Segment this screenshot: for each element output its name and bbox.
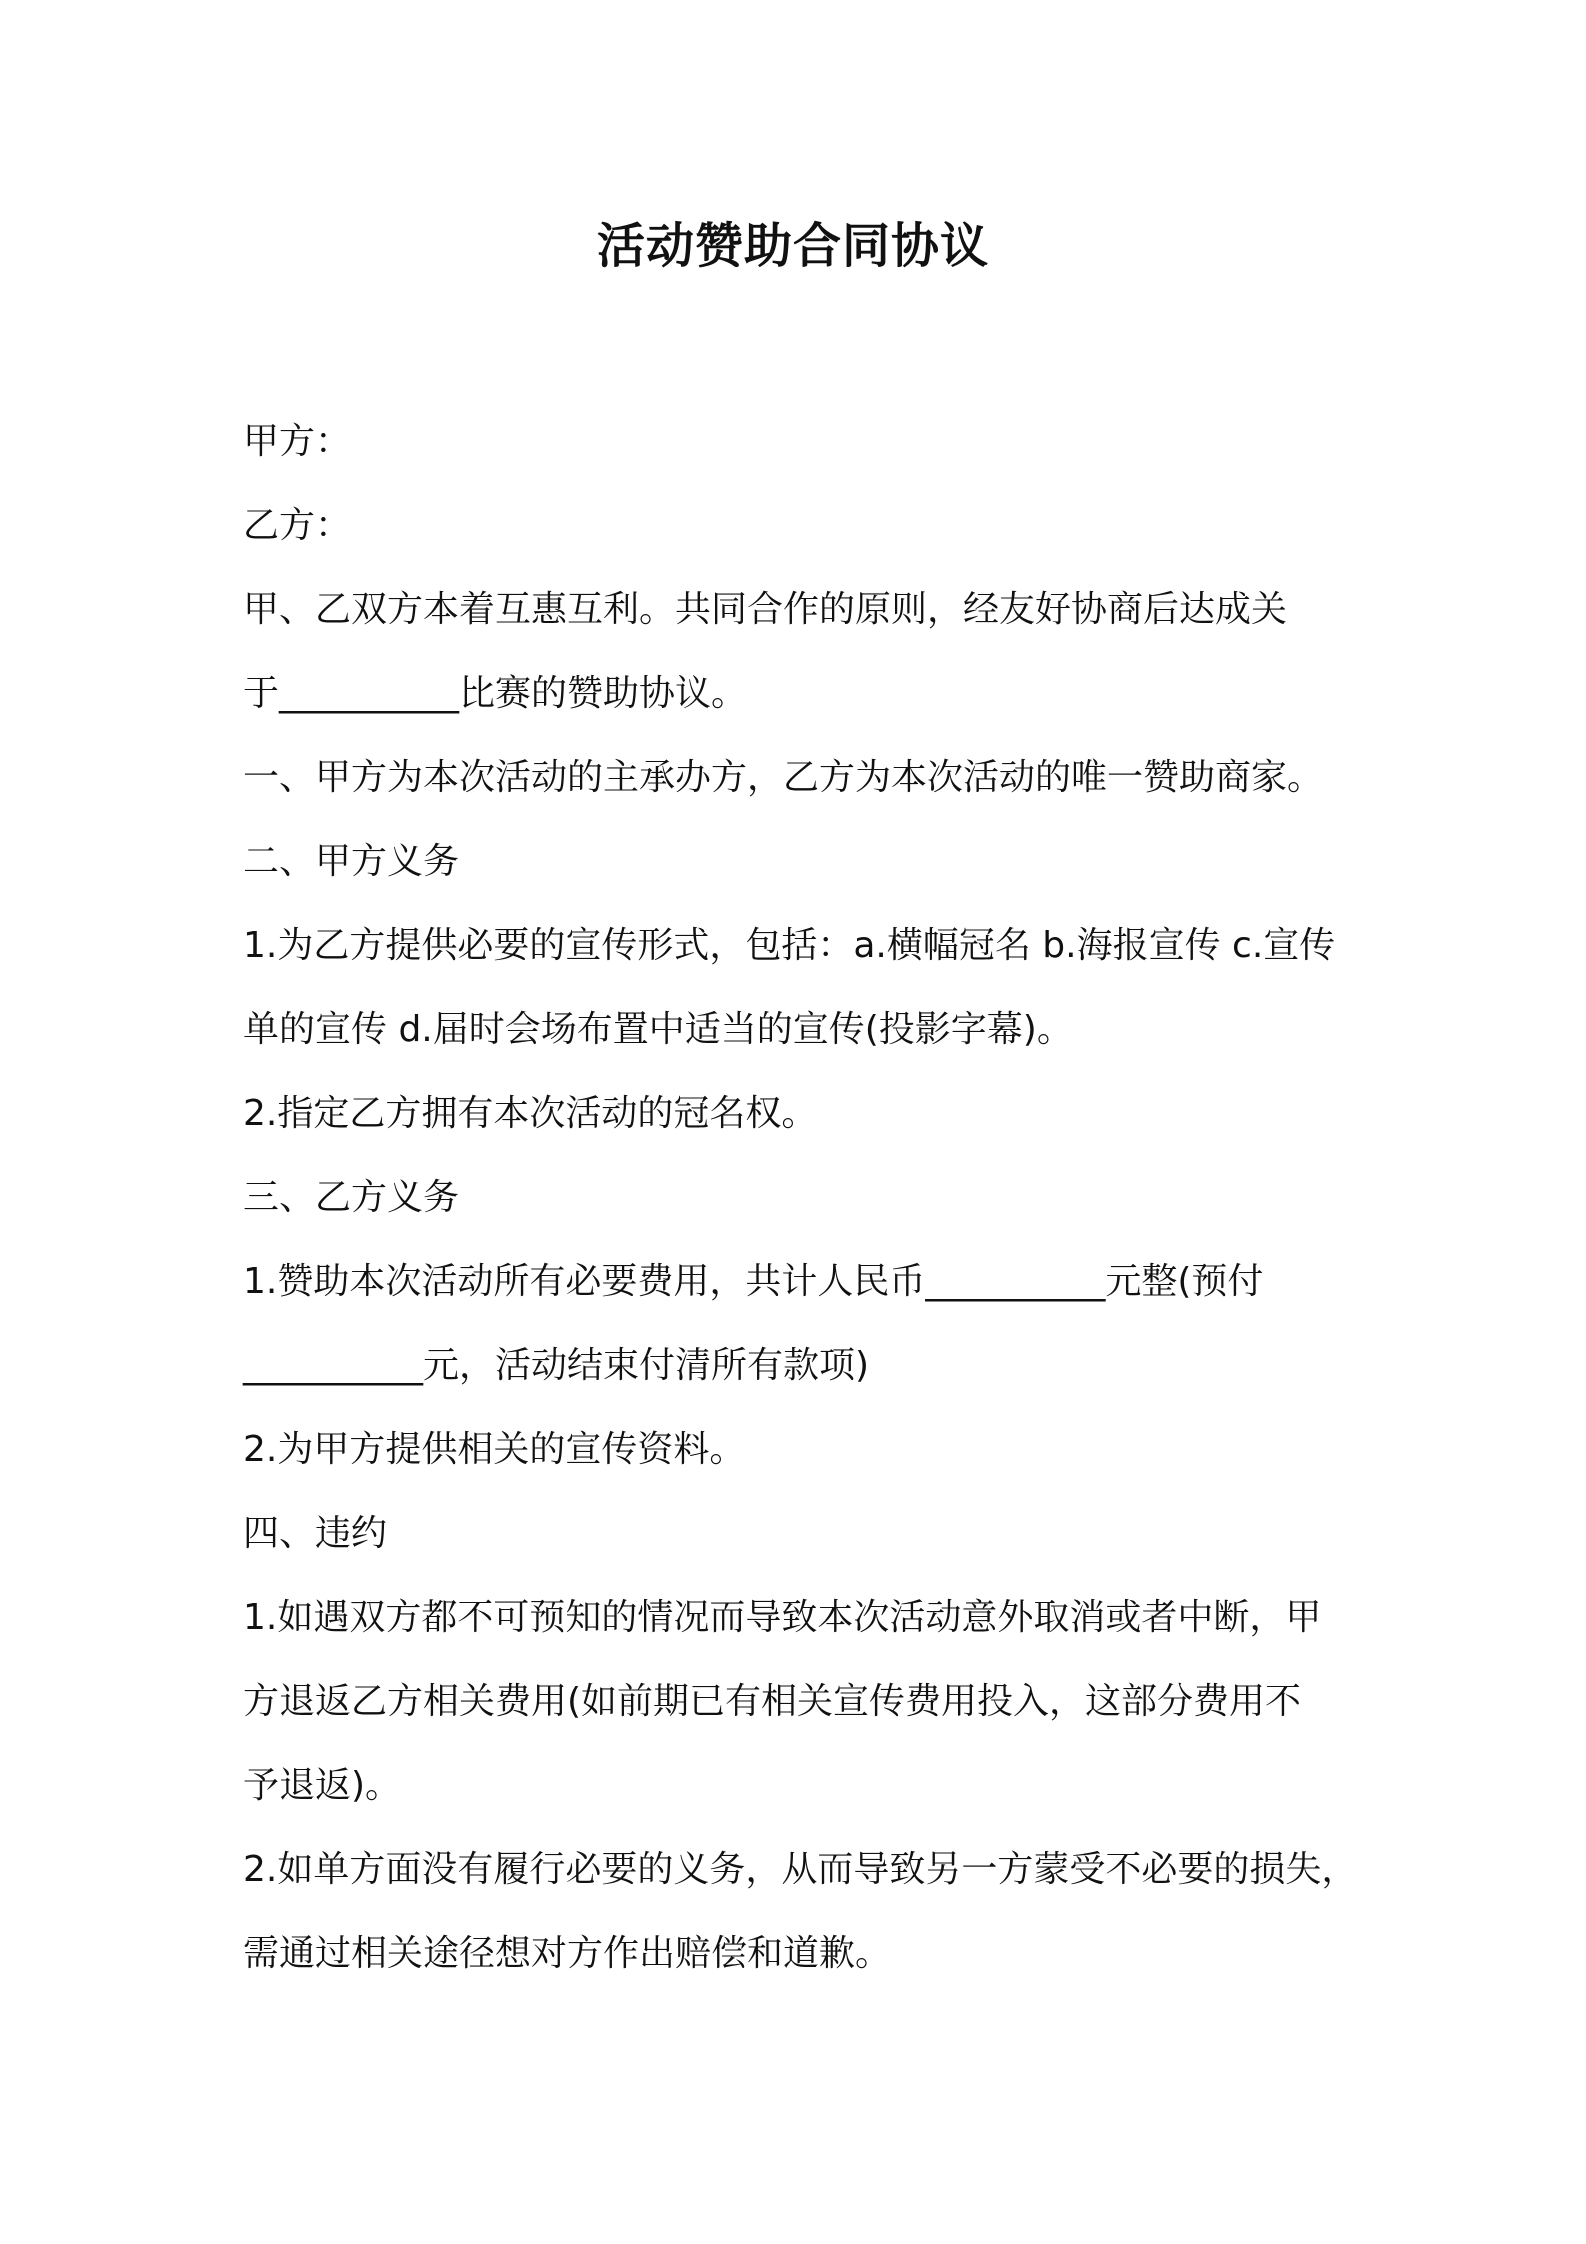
preamble-line-1: 甲、乙双方本着互惠互利。共同合作的原则，经友好协商后达成关 [243,589,1288,630]
party-a-line: 甲方： [243,421,352,462]
breach-clause-2-line-2: 需通过相关途径想对方作出赔偿和道歉。 [243,1933,892,1974]
breach-clause-1-line-2: 方退返乙方相关费用(如前期已有相关宣传费用投入，这部分费用不 [243,1681,1302,1722]
breach-clause-2-line-1: 2.如单方面没有履行必要的义务，从而导致另一方蒙受不必要的损失， [243,1849,1358,1890]
section-heading-party-b-obligations: 三、乙方义务 [243,1177,460,1218]
preamble-line-2: 于__________比赛的赞助协议。 [243,673,748,714]
section-heading-breach: 四、违约 [243,1513,388,1554]
party-a-obligation-1-line-1: 1.为乙方提供必要的宣传形式，包括：a.横幅冠名 b.海报宣传 c.宣传 [243,925,1336,966]
clause-1: 一、甲方为本次活动的主承办方，乙方为本次活动的唯一赞助商家。 [243,757,1324,798]
party-a-obligation-1-line-2: 单的宣传 d.届时会场布置中适当的宣传(投影字幕)。 [243,1009,1073,1050]
document-title: 活动赞助合同协议 [596,218,989,274]
party-b-line: 乙方： [243,505,352,546]
party-b-obligation-2: 2.为甲方提供相关的宣传资料。 [243,1429,746,1470]
document-body [243,400,1363,1996]
breach-clause-1-line-1: 1.如遇双方都不可预知的情况而导致本次活动意外取消或者中断，甲 [243,1597,1322,1638]
party-b-obligation-1-line-1: 1.赞助本次活动所有必要费用，共计人民币__________元整(预付 [243,1261,1264,1302]
breach-clause-1-line-3: 予退返)。 [243,1765,402,1806]
party-b-obligation-1-line-2: __________元，活动结束付清所有款项) [243,1345,870,1386]
section-heading-party-a-obligations: 二、甲方义务 [243,841,460,882]
party-a-obligation-2: 2.指定乙方拥有本次活动的冠名权。 [243,1093,818,1134]
